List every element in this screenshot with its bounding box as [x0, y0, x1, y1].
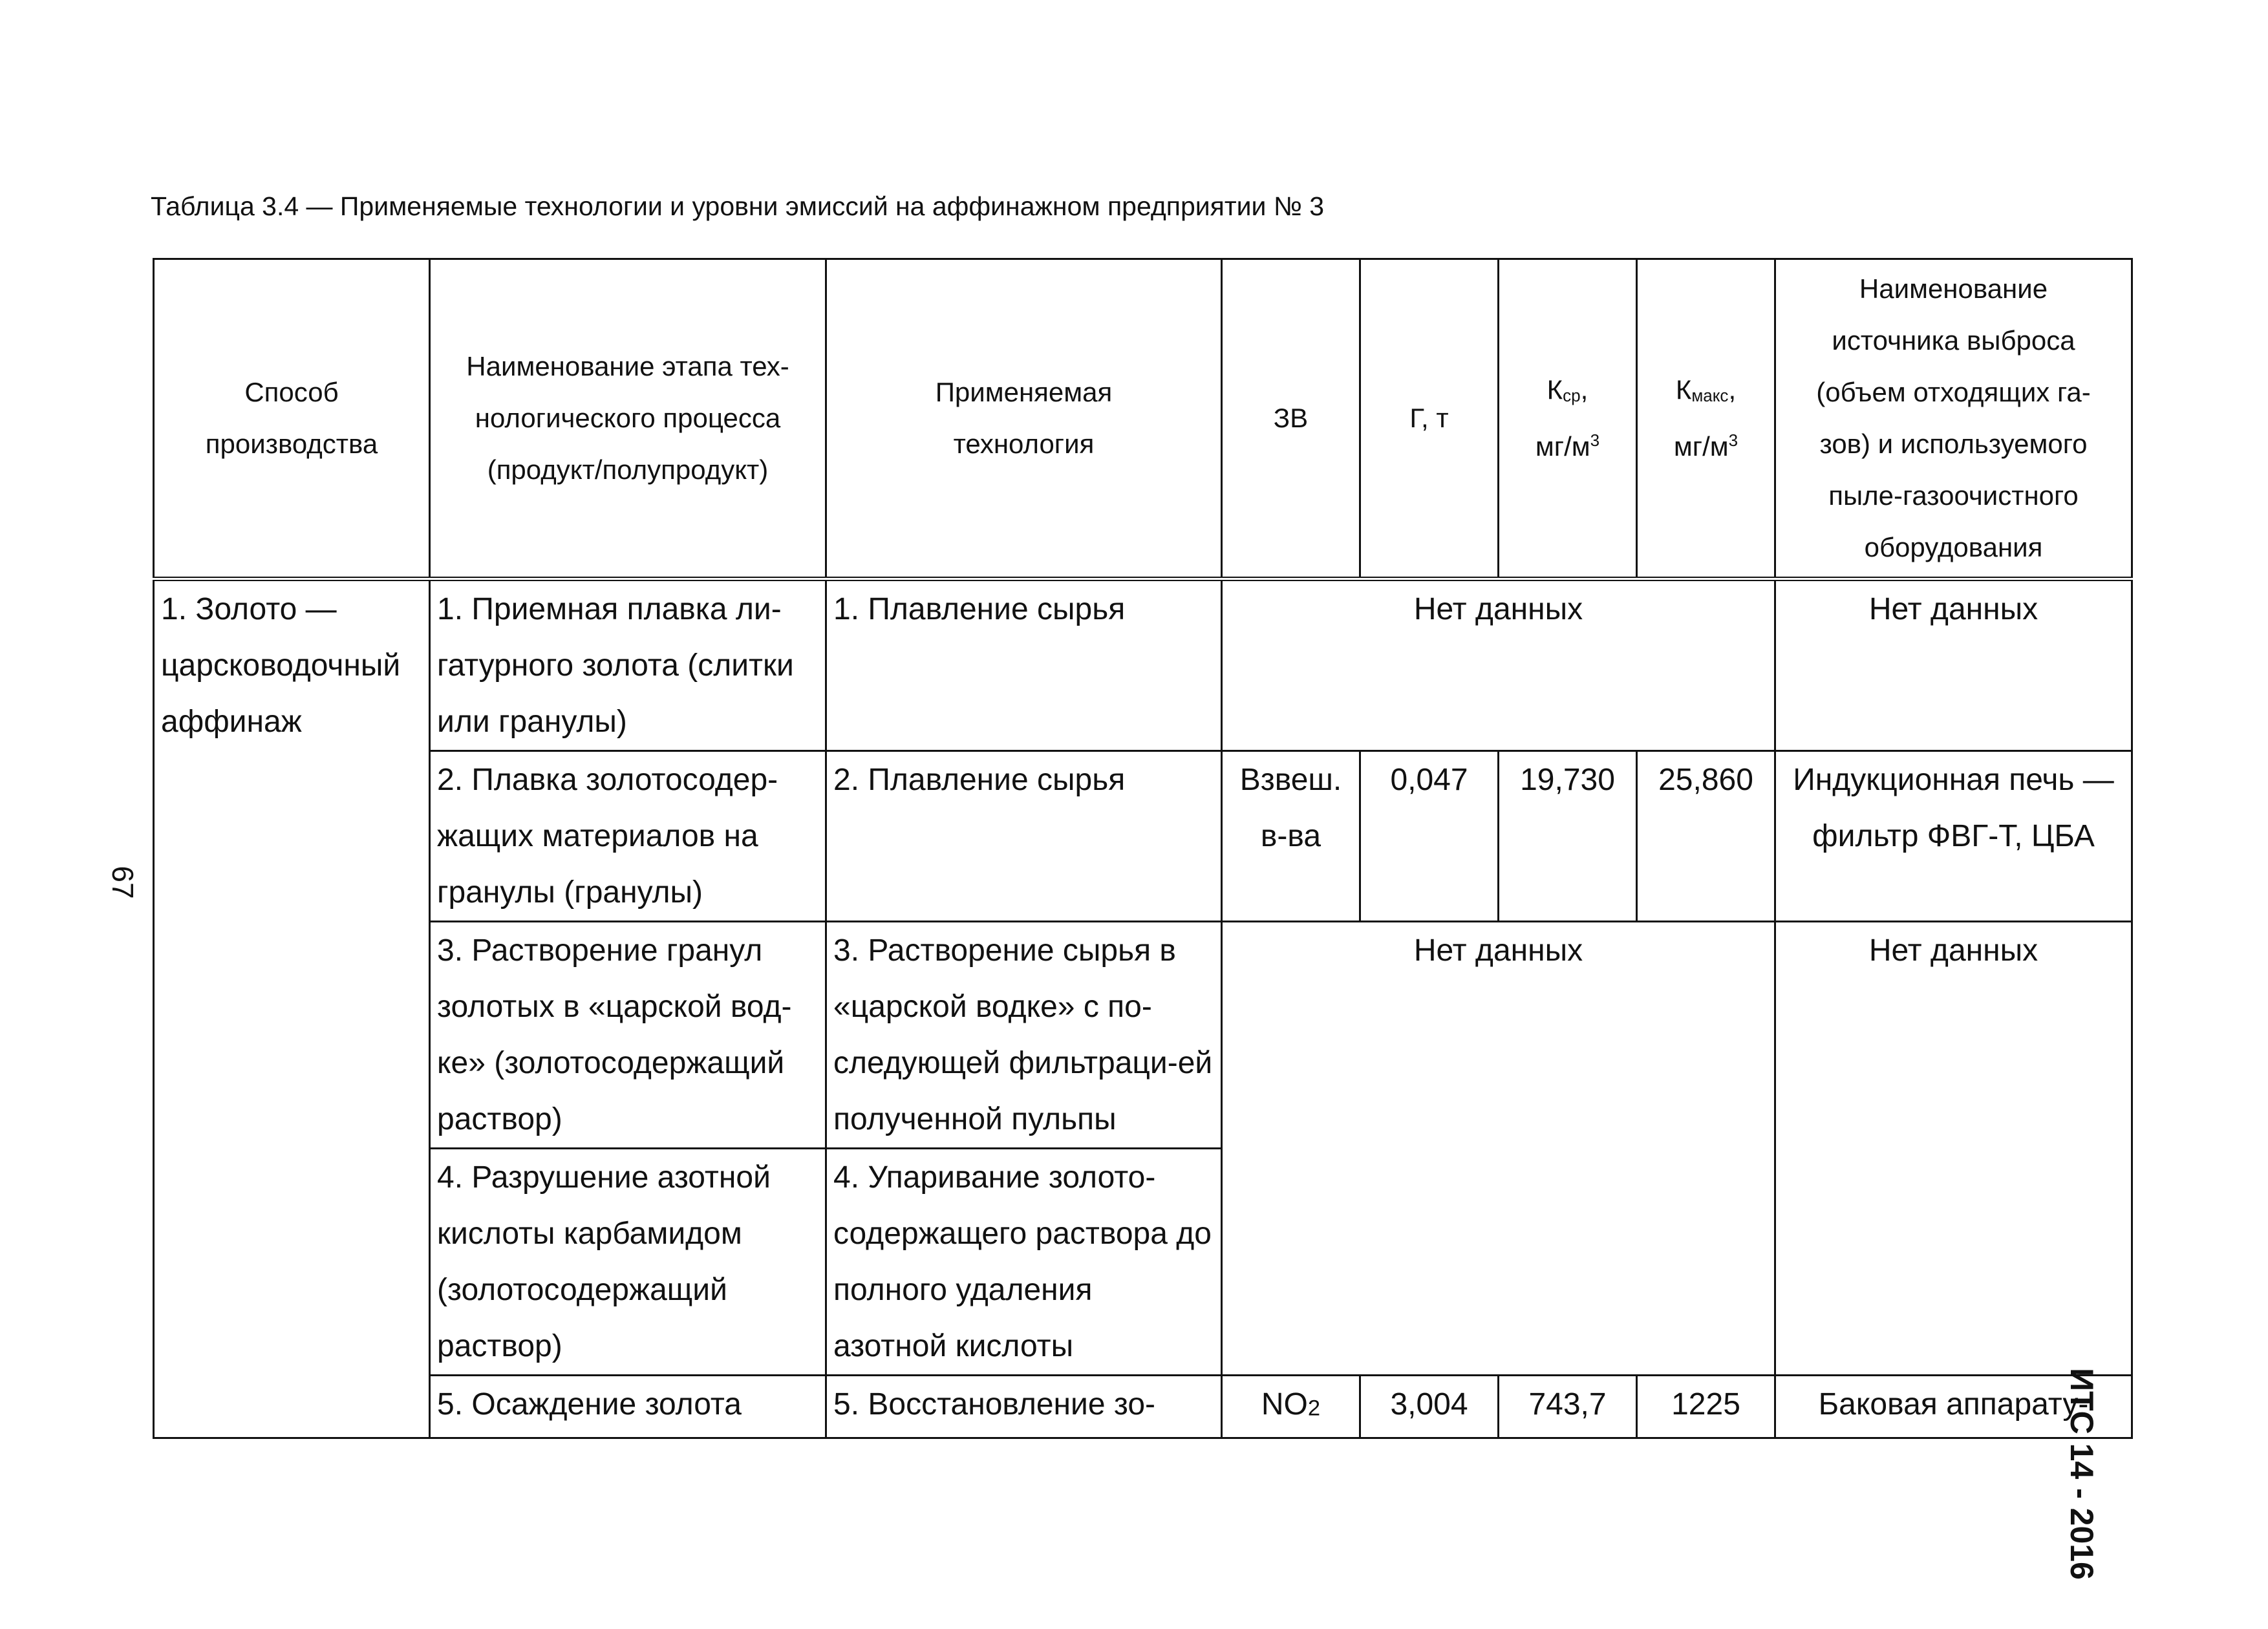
page-number: 67 — [106, 866, 140, 899]
document-code: ИТС 14 - 2016 — [2064, 1368, 2100, 1580]
header-k-max-unit-sup: 3 — [1728, 431, 1738, 451]
technology-cell: 2. Плавление сырья — [826, 751, 1222, 922]
header-k-avg-sub: ср — [1563, 385, 1581, 405]
header-stage: Наименование этапа тех-нологического процесса (продукт/полупродукт) — [430, 259, 826, 579]
header-k-avg-unit-sup: 3 — [1590, 431, 1600, 451]
pollutant-formula: NO — [1261, 1387, 1308, 1421]
stage-cell: 2. Плавка золотосодер-жащих материалов на гранулы (гранулы) — [430, 751, 826, 922]
no-data-cell: Нет данных — [1222, 922, 1775, 1376]
table-header-row — [154, 259, 2132, 579]
k-max-cell: 25,860 — [1637, 751, 1775, 922]
technology-cell: 1. Плавление сырья — [826, 579, 1222, 751]
method-cell: 1. Золото — царсководочный аффинаж — [154, 579, 430, 1438]
header-method: Способ производства — [154, 259, 430, 579]
gross-cell: 0,047 — [1360, 751, 1499, 922]
pollutant-cell — [1222, 1376, 1360, 1438]
technology-cell: 4. Упаривание золото-содержащего раствора до полного удаления азотной кислоты — [826, 1149, 1222, 1376]
header-k-max-sub: макс — [1691, 385, 1729, 405]
header-k-avg — [1499, 259, 1637, 579]
k-max-cell: 1225 — [1637, 1376, 1775, 1438]
stage-cell: 3. Растворение гранул золотых в «царской вод-ке» (золотосодержащий раствор) — [430, 922, 826, 1149]
source-cell: Баковая аппарату- — [1775, 1376, 2132, 1438]
no-data-cell: Нет данных — [1222, 579, 1775, 751]
header-k-max-unit: мг/м — [1673, 431, 1729, 462]
emissions-table — [153, 258, 2133, 1439]
table-row — [154, 579, 2132, 751]
k-avg-cell: 19,730 — [1499, 751, 1637, 922]
k-avg-cell: 743,7 — [1499, 1376, 1637, 1438]
header-k-avg-comma: , — [1580, 374, 1589, 405]
technology-cell: 3. Растворение сырья в «царской водке» с по-следующей фильтраци-ей полученной пульпы — [826, 922, 1222, 1149]
source-cell: Индукционная печь — фильтр ФВГ-Т, ЦБА — [1775, 751, 2132, 922]
header-technology: Применяемая технология — [826, 259, 1222, 579]
header-k-max — [1637, 259, 1775, 579]
table-row — [154, 922, 2132, 1149]
stage-cell: 1. Приемная плавка ли-гатурного золота (слитки или гранулы) — [430, 579, 826, 751]
header-k-max-comma: , — [1728, 374, 1737, 405]
stage-cell: 5. Осаждение золота — [430, 1376, 826, 1438]
header-k-avg-symbol: К — [1546, 374, 1563, 405]
table-row — [154, 1376, 2132, 1438]
pollutant-formula-sub: 2 — [1307, 1396, 1321, 1421]
table-caption: Таблица 3.4 — Применяемые технологии и уровни эмиссий на аффинажном предприятии № 3 — [151, 191, 1325, 221]
source-cell: Нет данных — [1775, 922, 2132, 1376]
stage-cell: 4. Разрушение азотной кислоты карбамидом (золотосодержащий раствор) — [430, 1149, 826, 1376]
table-row — [154, 751, 2132, 922]
source-cell: Нет данных — [1775, 579, 2132, 751]
pollutant-cell: Взвеш. в-ва — [1222, 751, 1360, 922]
header-k-max-symbol: К — [1675, 374, 1692, 405]
gross-cell: 3,004 — [1360, 1376, 1499, 1438]
header-gross: Г, т — [1360, 259, 1499, 579]
header-k-avg-unit: мг/м — [1535, 431, 1590, 462]
technology-cell: 5. Восстановление зо- — [826, 1376, 1222, 1438]
header-emission-source: Наименование источника выброса (объем отходящих га-зов) и используемого пыле-газоочистного оборудования — [1775, 259, 2132, 579]
header-pollutant: ЗВ — [1222, 259, 1360, 579]
